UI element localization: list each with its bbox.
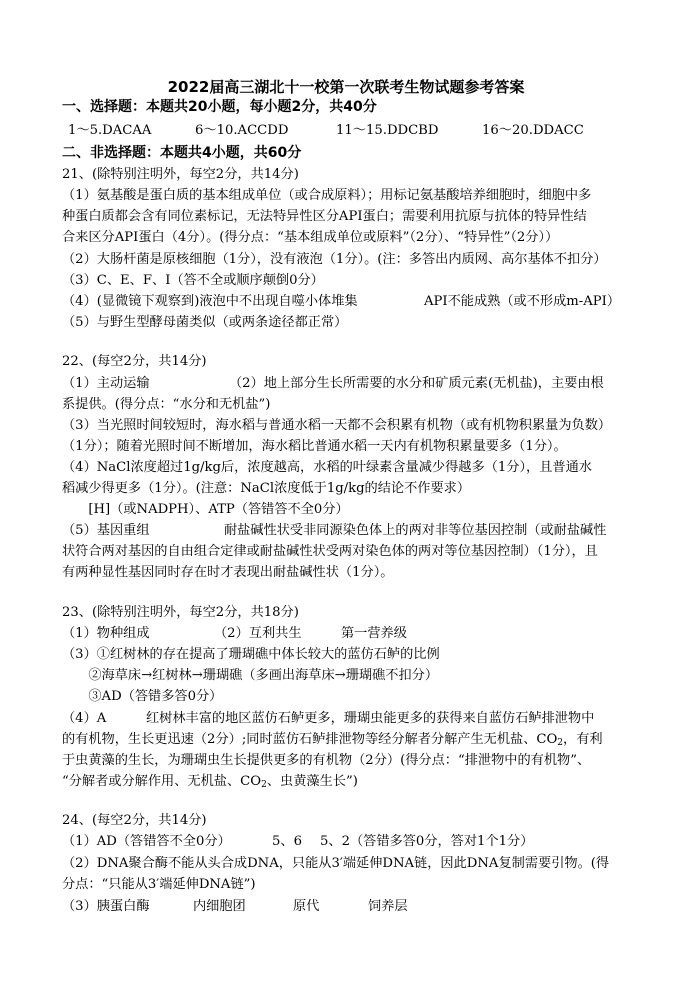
q24-line: （2）DNA聚合酶不能从头合成DNA，只能从3′端延伸DNA链，因此DNA复制需要引物。(得	[62, 856, 610, 871]
q21-line: （2）大肠杆菌是原核细胞（1分），没有液泡（1分）。(注：多答出内质网、高尔基体不扣分）	[62, 252, 607, 267]
q23-4-answer-a: （4）A	[62, 711, 107, 726]
q23-2-answer-b: 第一营养级	[341, 626, 407, 641]
q24-line: 分点：“只能从3′端延伸DNA链”)	[62, 877, 256, 892]
q23-4-answer-b: 红树林丰富的地区蓝仿石鲈更多，珊瑚虫能更多的获得来自蓝仿石鲈排泄物中	[146, 711, 595, 726]
q22-line: 有两种显性基因同时存在时才表现出耐盐碱性状（1分）。	[62, 565, 394, 580]
q22-1-answer: （1）主动运输	[62, 376, 150, 391]
q21-line: 种蛋白质都会含有同位素标记，无法特异性区分API蛋白；需要利用抗原与抗体的特异性结	[62, 209, 587, 224]
q23-line-tail: 、虫黄藻生长”)	[266, 774, 358, 789]
q22-line: （1分）；随着光照时间不断增加，海水稻比普通水稻一天内有机物积累量要多（1分）。	[62, 439, 567, 454]
answer-group-1: 1～5.DACAA	[68, 123, 152, 138]
q23-line: 于虫黄藻的生长，为珊瑚虫生长提供更多的有机物（2分）(得分点：“排泄物中的有机物”、	[62, 753, 591, 768]
q23-line-4	[62, 710, 595, 728]
q22-line: 稻减少得更多（1分）。(注意：NaCl浓度低于1g/kg的结论不作要求）	[62, 481, 471, 496]
q24-line-1	[62, 833, 534, 851]
q21-4-answer-a: （4）(显微镜下观察到)液泡中不出现自噬小体堆集	[62, 294, 358, 309]
q24-3-answer-b: 内细胞团	[193, 899, 246, 914]
q23-2-answer: （2）互利共生	[214, 626, 302, 641]
q24-3-answer-d: 饲养层	[368, 899, 408, 914]
answer-group-4: 16～20.DDACC	[482, 123, 584, 138]
q22-heading: 22、(每空2分，共14分)	[62, 354, 207, 369]
subscript: 2	[261, 780, 267, 790]
q24-1-answer-b: 5、6	[272, 834, 302, 849]
page-title: 2022届高三湖北十一校第一次联考生物试题参考答案	[167, 78, 525, 96]
q21-line: （3）C、E、F、I（答不全或顺序颠倒0分）	[62, 273, 324, 288]
section2-heading: 二、非选择题：本题共4小题，共60分	[62, 145, 302, 161]
section1-heading: 一、选择题：本题共20小题，每小题2分，共40分	[62, 99, 377, 115]
q24-1-answer-c: 5、2（答错多答0分，答对1个1分）	[320, 834, 534, 849]
q24-3-answer-c: 原代	[293, 899, 320, 914]
q21-line: （5）与野生型酵母菌类似（或两条途径都正常）	[62, 315, 348, 330]
q22-line: 系提供。(得分点：“水分和无机盐”)	[62, 397, 271, 412]
q22-5-answer-b: 耐盐碱性状受非同源染色体上的两对非等位基因控制（或耐盐碱性	[224, 523, 607, 538]
q23-line-text: 的有机物，生长更迅速（2分）;同时蓝仿石鲈排泄物等经分解者分解产生无机盐、CO	[62, 732, 558, 747]
q22-line: [H]（或NADPH）、ATP（答错答不全0分）	[62, 502, 349, 517]
q24-heading: 24、(每空2分，共14分)	[62, 813, 207, 828]
q24-line-3	[62, 898, 408, 916]
q23-line-text: “分解者或分解作用、无机盐、CO	[62, 774, 262, 789]
q24-3-answer-a: （3）胰蛋白酶	[62, 899, 150, 914]
q21-line: （1）氨基酸是蛋白质的基本组成单位（或合成原料）；用标记氨基酸培养细胞时，细胞中多	[62, 188, 592, 203]
q21-line-4	[62, 293, 621, 311]
choice-answers-row	[62, 122, 584, 140]
q22-line: （3）当光照时间较短时，海水稻与普通水稻一天都不会积累有机物（或有机物积累量为负数）	[62, 418, 612, 433]
subscript: 2	[557, 738, 564, 748]
q22-line: （4）NaCl浓度超过1g/kg后，浓度越高，水稻的叶绿素含量减少得越多（1分），且普通水	[62, 460, 592, 475]
q24-1-answer-a: （1）AD（答错答不全0分）	[62, 834, 231, 849]
q23-line: ③AD（答错多答0分）	[62, 689, 223, 704]
answer-group-2: 6～10.ACCDD	[195, 123, 289, 138]
q23-line: ②海草床→红树林→珊瑚礁（多画出海草床→珊瑚礁不扣分）	[62, 668, 439, 683]
q23-line-tail: ，有利	[563, 732, 603, 747]
q22-5-answer-a: （5）基因重组	[62, 523, 150, 538]
q23-line: （3）①红树林的存在提高了珊瑚礁中体长较大的蓝仿石鲈的比例	[62, 647, 440, 662]
q23-1-answer: （1）物种组成	[62, 626, 150, 641]
q21-line: 合来区分API蛋白（4分）。(得分点：“基本组成单位或原料”（2分）、“特异性”（2分））	[62, 230, 559, 245]
answer-group-3: 11～15.DDCBD	[336, 123, 439, 138]
q21-4-answer-b: API不能成熟（或不形成m-API）	[424, 294, 621, 309]
q23-line	[62, 731, 603, 749]
q21-heading: 21、(除特别注明外，每空2分，共14分)	[62, 167, 299, 182]
q22-line-1	[62, 375, 604, 393]
q23-line	[62, 773, 358, 791]
q22-line: 状符合两对基因的自由组合定律或耐盐碱性状受两对染色体的两对等位基因控制）（1分），且	[62, 544, 598, 559]
q22-2-answer: （2）地上部分生长所需要的水分和矿质元素(无机盐)，主要由根	[229, 376, 604, 391]
q23-heading: 23、(除特别注明外，每空2分，共18分)	[62, 605, 299, 620]
q23-line-1	[62, 625, 407, 643]
q22-line-5	[62, 522, 607, 540]
